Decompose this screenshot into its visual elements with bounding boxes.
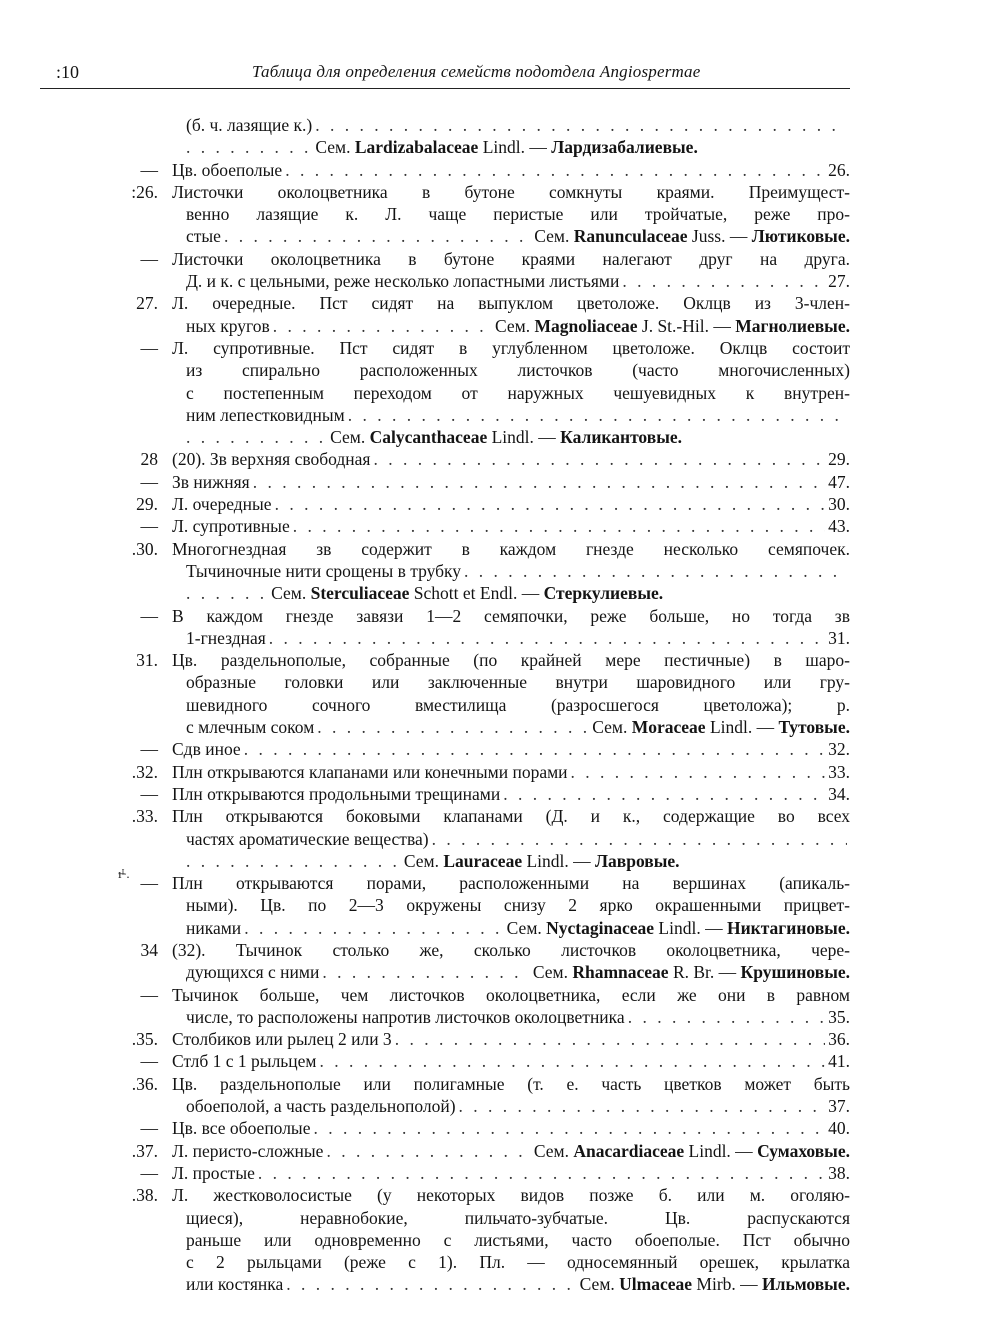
key-line bbox=[102, 1117, 850, 1139]
leader-dots: . . . . . . bbox=[186, 583, 268, 604]
key-line-text bbox=[186, 917, 850, 939]
family-russian-name: Лавровые. bbox=[595, 850, 680, 871]
key-line bbox=[102, 1229, 850, 1251]
key-line-segment: Плн открываются клапанами или конечными порами bbox=[172, 761, 568, 782]
key-line-number: — bbox=[140, 873, 158, 894]
key-line bbox=[102, 850, 850, 872]
key-line-text bbox=[172, 1028, 850, 1050]
key-line-segment: Л. жестковолосистые (у некоторых видов позже б. или м. оголяю- bbox=[172, 1185, 850, 1206]
key-line-text bbox=[172, 984, 850, 1006]
key-line bbox=[102, 292, 850, 314]
family-latin-name: Magnoliaceae bbox=[534, 315, 638, 336]
key-reference-number: 30. bbox=[828, 494, 850, 515]
family-author: Schott et Endl. — bbox=[409, 583, 544, 604]
key-line-text bbox=[186, 671, 850, 693]
key-line bbox=[102, 382, 850, 404]
key-line bbox=[102, 828, 850, 850]
key-line-segment: (20). Зв верхняя свободная bbox=[172, 449, 371, 470]
family-latin-name: Sterculiaceae bbox=[310, 583, 410, 604]
key-line-text bbox=[172, 1184, 850, 1206]
key-line bbox=[102, 671, 850, 693]
key-line-segment: Л. очередные. Пст сидят на выпуклом цветоложе. Оклцв из 3-член- bbox=[172, 293, 850, 314]
key-line-segment: ными). Цв. по 2—3 окружены снизу 2 ярко окрашенными прицвет- bbox=[186, 895, 850, 916]
key-line-text bbox=[186, 225, 850, 247]
key-reference-number: 32. bbox=[828, 739, 850, 760]
key-line-text bbox=[186, 894, 850, 916]
family-russian-name: Ильмовые. bbox=[762, 1274, 850, 1295]
key-line-segment: Зв нижняя bbox=[172, 471, 250, 492]
key-reference-number: 33. bbox=[828, 761, 850, 782]
key-line-segment: Стлб 1 с 1 рыльцем bbox=[172, 1051, 317, 1072]
family-russian-name: Тутовые. bbox=[778, 717, 850, 738]
key-line-segment: частях ароматические вещества) bbox=[186, 828, 429, 849]
leader-dots bbox=[285, 159, 825, 181]
family-author: R. Br. — bbox=[668, 962, 741, 983]
key-line-text bbox=[186, 203, 850, 225]
key-line-text bbox=[186, 627, 850, 649]
key-line-text bbox=[172, 649, 850, 671]
key-line-segment: с млечным соком bbox=[186, 717, 315, 738]
key-line bbox=[102, 114, 850, 136]
key-line-number: — bbox=[140, 516, 158, 537]
key-line-segment: В каждом гнезде завязи 1—2 семяпочки, реже больше, но тогда зв bbox=[172, 605, 850, 626]
key-line bbox=[102, 1140, 850, 1162]
key-reference-number: 29. bbox=[828, 449, 850, 470]
key-line bbox=[102, 1095, 850, 1117]
key-line bbox=[102, 426, 850, 448]
leader-dots bbox=[395, 1028, 825, 1050]
key-line-segment: раньше или одновременно с листьями, часто обоеполые. Пст обычно bbox=[186, 1229, 850, 1250]
key-line-text bbox=[186, 1251, 850, 1273]
key-line-text bbox=[172, 783, 850, 805]
key-line-segment: Цв. раздельнополые или полигамные (т. е. часть цветков может быть bbox=[172, 1073, 850, 1094]
key-line-segment: Листочки околоцветника в бутоне краями налегают друг на друга. bbox=[172, 248, 850, 269]
leader-dots bbox=[258, 1162, 825, 1184]
key-line-text bbox=[172, 515, 850, 537]
key-line-text bbox=[172, 493, 850, 515]
key-line-segment: Сем. bbox=[403, 850, 444, 871]
family-latin-name: Calycanthaceae bbox=[369, 427, 488, 448]
key-line-text bbox=[172, 292, 850, 314]
leader-dots bbox=[313, 1117, 825, 1139]
family-russian-name: Стеркулиевые. bbox=[543, 583, 664, 604]
key-line bbox=[102, 471, 850, 493]
key-line-number: — bbox=[140, 1118, 158, 1139]
key-reference-number: 40. bbox=[828, 1118, 850, 1139]
running-title: Таблица для определения семейств подотдела Angiospermae bbox=[252, 62, 701, 81]
key-line bbox=[102, 181, 850, 203]
leader-dots bbox=[315, 114, 847, 136]
family-latin-name: Ulmaceae bbox=[619, 1274, 693, 1295]
key-line-segment: или костянка bbox=[186, 1274, 284, 1295]
key-line-text bbox=[186, 961, 850, 983]
key-line-number: 34 bbox=[140, 939, 158, 960]
key-line-text bbox=[186, 1229, 850, 1251]
leader-dots bbox=[348, 404, 847, 426]
key-line-segment: Листочки околоцветника в бутоне сомкнуты краями. Преимущест- bbox=[172, 181, 850, 202]
key-line bbox=[102, 448, 850, 470]
key-line bbox=[102, 894, 850, 916]
key-line-segment: стые bbox=[186, 226, 221, 247]
key-line-number: — bbox=[140, 739, 158, 760]
key-line-number: — bbox=[140, 1162, 158, 1183]
key-reference-number: 31. bbox=[828, 627, 850, 648]
family-prefix: Сем. bbox=[506, 917, 547, 938]
key-line-number: — bbox=[140, 1051, 158, 1072]
family-author: Lindl. — bbox=[654, 917, 727, 938]
key-line bbox=[102, 560, 850, 582]
key-line-text bbox=[172, 448, 850, 470]
key-line-segment: Плн открываются порами, расположенными на вершинах (апикаль- bbox=[172, 873, 850, 894]
key-line-segment: Л. супротивные. Пст сидят в углубленном цветоложе. Оклцв состоит bbox=[172, 337, 850, 358]
key-line-number: .36. bbox=[131, 1073, 158, 1094]
key-line-number: — bbox=[140, 159, 158, 180]
key-reference-number: 41. bbox=[828, 1051, 850, 1072]
key-line-number: 29. bbox=[136, 494, 158, 515]
header-rule bbox=[40, 88, 850, 89]
family-russian-name: Крушиновые. bbox=[740, 962, 850, 983]
key-line bbox=[102, 270, 850, 292]
key-line-text bbox=[172, 1140, 850, 1162]
key-line-text bbox=[186, 136, 850, 158]
key-reference-number: 37. bbox=[828, 1096, 850, 1117]
key-line-segment: образные головки или заключенные внутри шаровидного или гру- bbox=[186, 672, 850, 693]
key-line bbox=[102, 694, 850, 716]
key-line-segment: Л. очередные bbox=[172, 494, 272, 515]
page-number: :10 bbox=[56, 62, 80, 82]
key-line-text bbox=[186, 716, 850, 738]
key-line-number: 27. bbox=[136, 293, 158, 314]
family-latin-name: Lardizabalaceae bbox=[354, 137, 479, 158]
margin-mark: ı̶ᴸ. bbox=[118, 866, 130, 881]
leader-dots bbox=[571, 761, 826, 783]
key-line-number: .30. bbox=[131, 538, 158, 559]
key-line-text bbox=[186, 694, 850, 716]
key-line-segment: Многогнездная зв содержит в каждом гнезде несколько семяпочек. bbox=[172, 538, 850, 559]
key-line-segment: Цв. все обоеполые bbox=[172, 1118, 311, 1139]
key-reference-number: 36. bbox=[828, 1029, 850, 1050]
leader-dots bbox=[622, 270, 825, 292]
key-line bbox=[102, 627, 850, 649]
key-line-text bbox=[172, 939, 850, 961]
key-line-segment: щиеся), неравнобокие, пильчато-зубчатые. Цв. распускаются bbox=[186, 1207, 850, 1228]
leader-dots bbox=[373, 448, 825, 470]
family-author: J. St.-Hil. — bbox=[637, 315, 736, 336]
leader-dots bbox=[503, 783, 825, 805]
key-line bbox=[102, 805, 850, 827]
key-line-text bbox=[186, 270, 850, 292]
leader-dots bbox=[269, 627, 825, 649]
key-line bbox=[102, 872, 850, 894]
key-line-text bbox=[172, 471, 850, 493]
key-line-text bbox=[172, 872, 850, 894]
key-line-text bbox=[186, 1006, 850, 1028]
family-prefix: Сем. bbox=[592, 717, 632, 738]
leader-dots bbox=[326, 1140, 530, 1162]
key-line-text bbox=[172, 761, 850, 783]
family-prefix: Сем. bbox=[532, 962, 573, 983]
key-line-text bbox=[186, 850, 850, 872]
leader-dots bbox=[322, 961, 530, 983]
key-reference-number: 26. bbox=[828, 159, 850, 180]
key-line-text bbox=[186, 382, 850, 404]
key-line-segment: из спирально расположенных листочков (часто многочисленных) bbox=[186, 360, 850, 381]
key-line bbox=[102, 493, 850, 515]
key-line-number: :26. bbox=[131, 181, 158, 202]
key-line-text bbox=[172, 1162, 850, 1184]
key-line bbox=[102, 1184, 850, 1206]
family-russian-name: Лютиковые. bbox=[751, 226, 850, 247]
leader-dots: . . . . . . . . . . bbox=[186, 427, 327, 448]
key-line-segment: (б. ч. лазящие к.) bbox=[186, 115, 313, 135]
key-line-segment: Сем. bbox=[315, 137, 355, 158]
key-line-text bbox=[186, 1273, 850, 1295]
key-line bbox=[102, 1162, 850, 1184]
family-author: Lindl. — bbox=[705, 717, 779, 738]
key-line bbox=[102, 315, 850, 337]
key-line-segment: с постепенным переходом от наружных чешуевидных к внутрен- bbox=[186, 382, 850, 403]
family-prefix: Сем. bbox=[579, 1274, 620, 1295]
key-line bbox=[102, 1006, 850, 1028]
key-line bbox=[102, 1028, 850, 1050]
key-line-number: 31. bbox=[136, 650, 158, 671]
key-line-text bbox=[172, 1117, 850, 1139]
key-line-text bbox=[172, 337, 850, 359]
family-author: Lindl. — bbox=[487, 427, 561, 448]
key-line bbox=[102, 538, 850, 560]
key-line-segment: ных кругов bbox=[186, 315, 270, 336]
key-line-number: .38. bbox=[131, 1185, 158, 1206]
leader-dots: . . . . . . . . . . . . . . . bbox=[186, 850, 400, 871]
key-line-segment: Л. простые bbox=[172, 1162, 255, 1183]
key-line-segment: Цв. раздельнополые, собранные (по крайней мере пестичные) в шаро- bbox=[172, 650, 850, 671]
family-prefix: Сем. bbox=[534, 226, 574, 247]
key-line-text bbox=[186, 404, 850, 426]
key-line-text bbox=[172, 1050, 850, 1072]
key-line bbox=[102, 716, 850, 738]
leader-dots bbox=[320, 1050, 826, 1072]
key-line-segment: ним лепестковидным bbox=[186, 404, 345, 425]
family-latin-name: Anacardiaceae bbox=[573, 1140, 685, 1161]
key-line bbox=[102, 738, 850, 760]
leader-dots bbox=[273, 315, 492, 337]
key-line-segment: 1-гнездная bbox=[186, 627, 266, 648]
leader-dots bbox=[432, 828, 847, 850]
key-line-text bbox=[186, 114, 850, 136]
key-line-segment: обоеполой, а часть раздельнополой) bbox=[186, 1096, 456, 1117]
family-russian-name: Сумаховые. bbox=[757, 1140, 850, 1161]
family-russian-name: Лардизабалиевые. bbox=[551, 137, 698, 158]
family-author: Lindl. — bbox=[684, 1140, 758, 1161]
key-line bbox=[102, 582, 850, 604]
key-line bbox=[102, 783, 850, 805]
key-line-text bbox=[186, 1207, 850, 1229]
key-line-segment: дующихся с ними bbox=[186, 962, 320, 983]
key-line-text bbox=[172, 805, 850, 827]
key-line-text bbox=[186, 315, 850, 337]
key-line bbox=[102, 1273, 850, 1295]
key-line-segment: Плн открываются боковыми клапанами (Д. и к., содержащие во всех bbox=[172, 806, 850, 827]
leader-dots bbox=[244, 917, 503, 939]
family-russian-name: Никтагиновые. bbox=[726, 917, 850, 938]
family-author: Lindl. — bbox=[478, 137, 552, 158]
key-line-segment: Тычинок больше, чем листочков околоцветника, если же они в равном bbox=[172, 984, 850, 1005]
key-reference-number: 38. bbox=[828, 1162, 850, 1183]
key-line bbox=[102, 225, 850, 247]
page-header bbox=[40, 60, 855, 86]
key-line-number: — bbox=[140, 783, 158, 804]
key-line bbox=[102, 605, 850, 627]
key-line-segment: Л. супротивные bbox=[172, 516, 290, 537]
key-reference-number: 47. bbox=[828, 471, 850, 492]
family-russian-name: Магнолиевые. bbox=[735, 315, 850, 336]
family-latin-name: Nyctaginaceae bbox=[546, 917, 655, 938]
leader-dots bbox=[275, 493, 826, 515]
key-line-segment: с 2 рыльцами (реже с 1). Пл. — односемянный орешек, крылатка bbox=[186, 1252, 850, 1273]
key-line-text bbox=[186, 1095, 850, 1117]
key-line-number: 28 bbox=[140, 449, 158, 470]
key-line bbox=[102, 203, 850, 225]
key-line-segment: Плн открываются продольными трещинами bbox=[172, 783, 501, 804]
key-line-text bbox=[186, 582, 850, 604]
leader-dots: . . . . . . . . . bbox=[186, 137, 312, 158]
key-line-segment: никами bbox=[186, 917, 242, 938]
key-reference-number: 43. bbox=[828, 516, 850, 537]
key-line-number: — bbox=[140, 471, 158, 492]
family-russian-name: Каликантовые. bbox=[560, 427, 683, 448]
key-line-number: .33. bbox=[131, 806, 158, 827]
key-line bbox=[102, 761, 850, 783]
key-line-text bbox=[186, 560, 850, 582]
leader-dots bbox=[628, 1006, 825, 1028]
key-line bbox=[102, 984, 850, 1006]
key-line-text bbox=[186, 426, 850, 448]
key-line bbox=[102, 1207, 850, 1229]
family-prefix: Сем. bbox=[495, 315, 535, 336]
family-author: Lindl. — bbox=[522, 850, 596, 871]
leader-dots bbox=[459, 1095, 826, 1117]
key-line-number: .35. bbox=[131, 1029, 158, 1050]
key-line bbox=[102, 248, 850, 270]
key-line-text bbox=[172, 738, 850, 760]
key-line-text bbox=[172, 159, 850, 181]
key-line-text bbox=[172, 538, 850, 560]
key-line-segment: шевидного сочного вместилища (разросшегося цветоложа); р. bbox=[186, 694, 850, 715]
leader-dots bbox=[464, 560, 847, 582]
key-line bbox=[102, 515, 850, 537]
key-line bbox=[102, 1251, 850, 1273]
key-line-segment: (32). Тычинок столько же, сколько листочков околоцветника, чере- bbox=[172, 939, 850, 960]
key-line bbox=[102, 939, 850, 961]
key-reference-number: 27. bbox=[828, 271, 850, 292]
key-line-number: .37. bbox=[131, 1140, 158, 1161]
key-line bbox=[102, 1073, 850, 1095]
leader-dots bbox=[293, 515, 825, 537]
key-line bbox=[102, 337, 850, 359]
family-author: Juss. — bbox=[687, 226, 752, 247]
key-line-segment: числе, то расположены напротив листочков околоцветника bbox=[186, 1006, 625, 1027]
key-line-number: — bbox=[140, 337, 158, 358]
key-line-text bbox=[186, 359, 850, 381]
leader-dots bbox=[317, 716, 589, 738]
key-line bbox=[102, 917, 850, 939]
key-line-text bbox=[186, 828, 850, 850]
key-line-number: — bbox=[140, 984, 158, 1005]
family-latin-name: Lauraceae bbox=[443, 850, 523, 871]
key-line-text bbox=[172, 248, 850, 270]
leader-dots bbox=[244, 738, 825, 760]
key-line-segment: Тычиночные нити срощены в трубку bbox=[186, 560, 462, 581]
key-line bbox=[102, 961, 850, 983]
key-line bbox=[102, 1050, 850, 1072]
key-line-number: — bbox=[140, 605, 158, 626]
family-latin-name: Rhamnaceae bbox=[572, 962, 669, 983]
key-line-number: — bbox=[140, 248, 158, 269]
leader-dots bbox=[286, 1273, 576, 1295]
key-reference-number: 34. bbox=[828, 783, 850, 804]
key-line bbox=[102, 159, 850, 181]
family-author: Mirb. — bbox=[692, 1274, 763, 1295]
key-line-segment: Сем. bbox=[271, 583, 311, 604]
family-prefix: Сем. bbox=[533, 1140, 574, 1161]
key-line bbox=[102, 136, 850, 158]
key-line-segment: Сем. bbox=[330, 427, 370, 448]
key-line-segment: Сдв иное bbox=[172, 739, 241, 760]
key-line-segment: Столбиков или рылец 2 или 3 bbox=[172, 1029, 392, 1050]
key-line-segment: венно лазящие к. Л. чаще перистые или тройчатые, реже про- bbox=[186, 204, 850, 225]
key-line-text bbox=[172, 605, 850, 627]
key-line bbox=[102, 359, 850, 381]
key-line-number: .32. bbox=[131, 761, 158, 782]
key-line-segment: Д. и к. с цельными, реже несколько лопастными листьями bbox=[186, 271, 620, 292]
key-line-text bbox=[172, 1073, 850, 1095]
family-latin-name: Moraceae bbox=[631, 717, 706, 738]
leader-dots bbox=[253, 471, 825, 493]
key-line bbox=[102, 649, 850, 671]
family-latin-name: Ranunculaceae bbox=[573, 226, 688, 247]
key-reference-number: 35. bbox=[828, 1006, 850, 1027]
key-line bbox=[102, 404, 850, 426]
key-line-segment: Л. перисто-сложные bbox=[172, 1140, 324, 1161]
identification-key bbox=[102, 114, 850, 1296]
key-line-segment: Цв. обоеполые bbox=[172, 159, 283, 180]
key-line-text bbox=[172, 181, 850, 203]
leader-dots bbox=[224, 225, 531, 247]
